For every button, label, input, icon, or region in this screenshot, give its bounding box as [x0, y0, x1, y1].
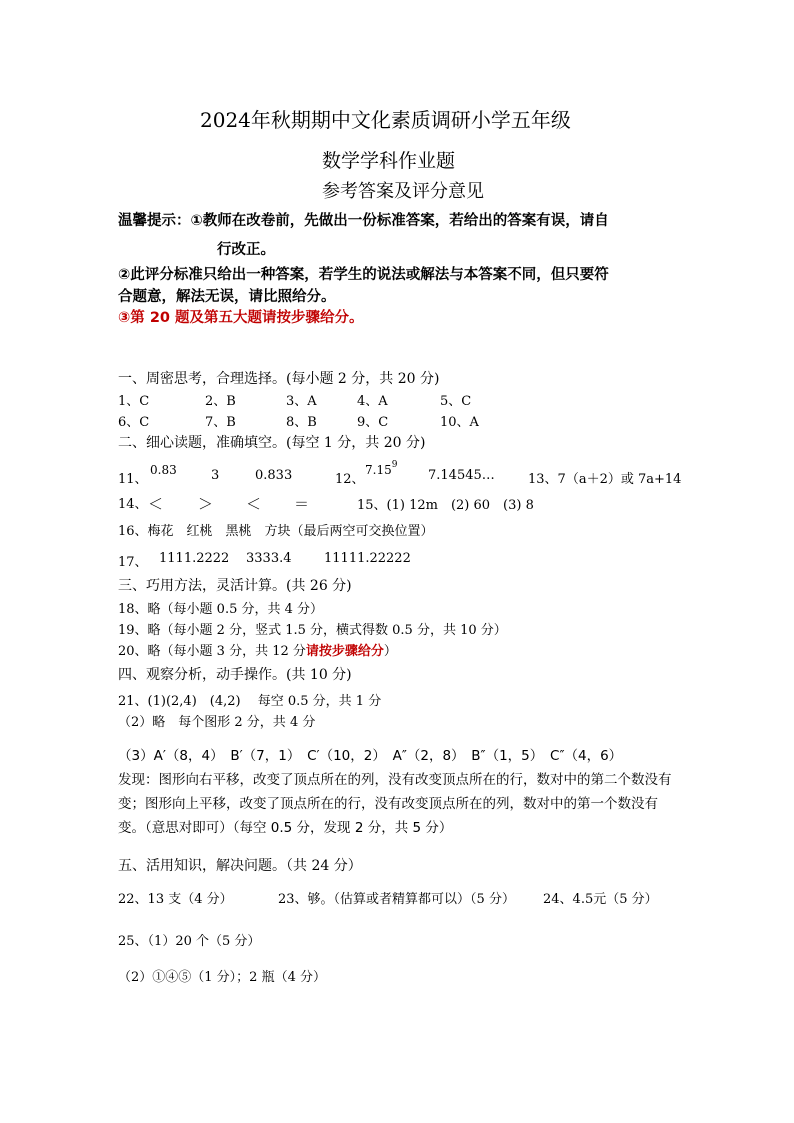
answer-8: 8、B — [286, 415, 317, 430]
section3-heading: 三、巧用方法，灵活计算。(共 26 分) — [118, 578, 352, 594]
answer-4: 4、A — [357, 394, 388, 409]
q16-answer: 16、梅花 红桃 黑桃 方块（最后两空可交换位置） — [118, 524, 434, 539]
answer-7: 7、B — [205, 415, 236, 430]
q20-answer — [118, 640, 397, 659]
q18-answer: 18、略（每小题 0.5 分，共 4 分） — [118, 602, 324, 617]
q13-answer: 13、7（a＋2）或 7a+14 — [528, 472, 682, 487]
q14-answer-a: ＜ — [148, 495, 164, 513]
q11-label: 11、 — [118, 472, 148, 487]
q23-answer: 23、够。（估算或者精算都可以）（5 分） — [278, 892, 515, 907]
q11-answer-a: 0.83 — [150, 463, 177, 477]
document-title: 2024年秋期期中文化素质调研小学五年级 — [200, 108, 571, 132]
section1-heading: 一、周密思考，合理选择。(每小题 2 分，共 20 分) — [118, 371, 440, 387]
q19-answer: 19、略（每小题 2 分，竖式 1.5 分，横式得数 0.5 分，共 10 分） — [118, 623, 507, 638]
q20-highlight: 请按步骤给分 — [305, 644, 384, 659]
answer-5: 5、C — [440, 394, 472, 409]
repeating-digit: 9 — [391, 460, 398, 470]
section5-heading: 五、活用知识，解决问题。（共 24 分） — [118, 858, 362, 874]
q14-answer-b: ＞ — [198, 495, 214, 513]
q17-label: 17、 — [118, 555, 148, 570]
answer-6: 6、C — [118, 415, 150, 430]
tip-line-3: ③第 20 题及第五大题请按步骤给分。 — [118, 310, 364, 326]
tip-line-1: 温馨提示：①教师在改卷前，先做出一份标准答案，若给出的答案有误，请自 — [118, 213, 609, 229]
q12-answer-a-text: 7.15 — [365, 463, 392, 477]
q21-part2: （2）略 每个图形 2 分，共 4 分 — [118, 715, 316, 730]
q12-label: 12、 — [335, 472, 365, 487]
q17-answer-b: 3333.4 — [246, 551, 292, 566]
q15-answer: 15、(1) 12m (2) 60 (3) 8 — [357, 498, 534, 513]
answer-10: 10、A — [440, 415, 479, 430]
tip-line-1b: 行改正。 — [217, 242, 275, 258]
q11-answer-c: 0.833 — [255, 468, 293, 483]
q17-answer-a: 1111.2222 — [159, 551, 230, 566]
q25-part1: 25、（1）20 个（5 分） — [118, 934, 261, 949]
q21-part3: （3）A′（8，4） B′（7，1） C′（10，2） A″（2，8） B″（1，5） C″（4，6） — [118, 748, 623, 764]
tip-line-2b: 合题意，解法无误，请比照给分。 — [118, 289, 336, 305]
tip-line-2: ②此评分标准只给出一种答案，若学生的说法或解法与本答案不同，但只要符 — [118, 267, 609, 283]
q17-answer-c: 11111.22222 — [324, 551, 411, 566]
q12-answer-b: 7.14545… — [428, 468, 495, 483]
q21-discovery: 发现：图形向右平移，改变了顶点所在的列，没有改变顶点所在的行，数对中的第二个数没有变；图形向上平移，改变了顶点所在的行，没有改变顶点所在的列，数对中的第一个数没有变。（意思对即可）（每空 0.5 分，发现 2 分，共 5 分） — [118, 772, 672, 836]
section4-heading: 四、观察分析，动手操作。(共 10 分) — [118, 667, 352, 683]
q14-answer-c: ＜ — [246, 495, 262, 513]
document-subtitle: 数学学科作业题 — [322, 150, 456, 172]
q21-part1: 21、(1)(2,4) (4,2) 每空 0.5 分，共 1 分 — [118, 694, 382, 709]
answer-2: 2、B — [205, 394, 236, 409]
answer-1: 1、C — [118, 394, 150, 409]
q25-part2: （2）①④⑤（1 分）；2 瓶（4 分） — [118, 970, 326, 985]
section2-heading: 二、细心读题，准确填空。(每空 1 分，共 20 分) — [118, 435, 426, 451]
answer-9: 9、C — [357, 415, 389, 430]
answer-3: 3、A — [286, 394, 317, 409]
q20-close: ） — [383, 644, 397, 659]
q14-label: 14、 — [118, 497, 148, 512]
q24-answer: 24、4.5元（5 分） — [543, 892, 658, 907]
q11-answer-b: 3 — [211, 468, 220, 483]
q12-answer-a — [365, 460, 398, 477]
q22-answer: 22、13 支（4 分） — [118, 892, 233, 907]
document-subtitle-2: 参考答案及评分意见 — [322, 181, 484, 202]
q20-text: 20、略（每小题 3 分，共 12 分 — [118, 644, 306, 659]
q14-answer-d: ＝ — [294, 495, 310, 513]
